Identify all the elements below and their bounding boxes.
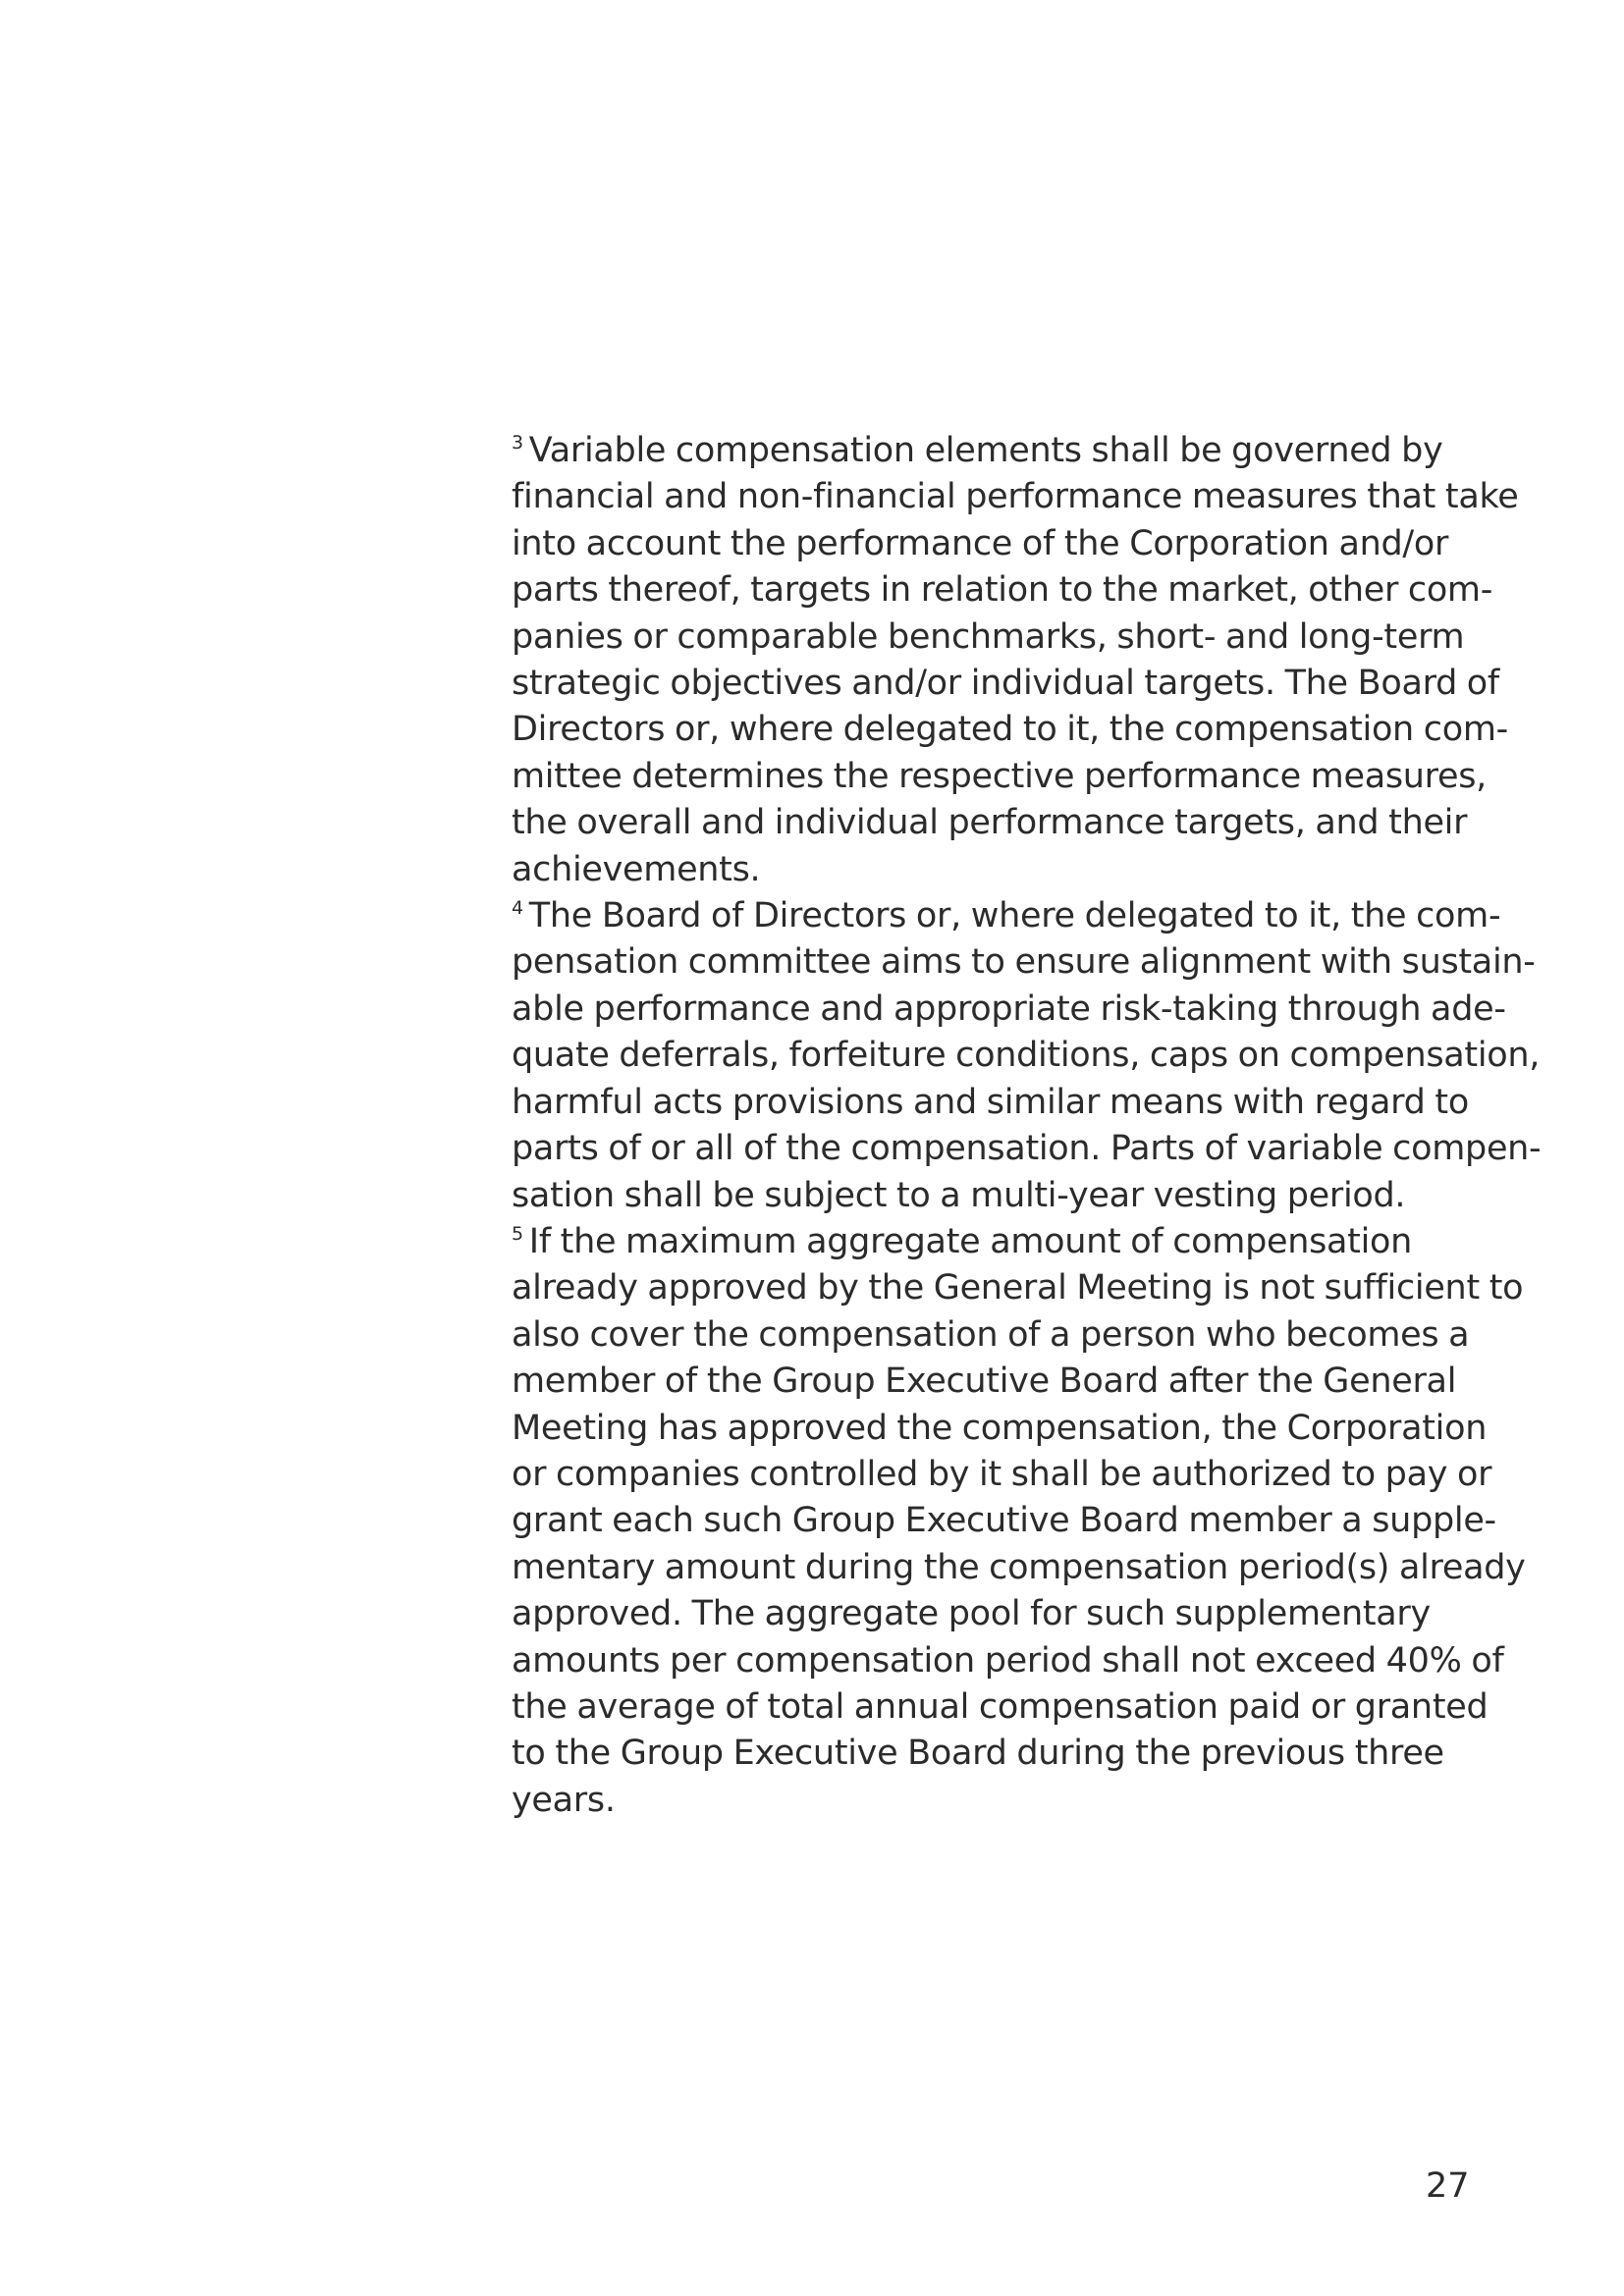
text-line: panies or comparable benchmarks, short- and long-term [512,616,1465,657]
text-line: or companies controlled by it shall be authorized to pay or [512,1454,1492,1494]
text-line: achievements. [512,849,761,889]
text-line: amounts per compensation period shall not exceed 40% of [512,1640,1504,1681]
text-line: parts thereof, targets in relation to the market, other com- [512,570,1493,611]
text-line: Meeting has approved the compensation, the Corporation [512,1408,1488,1448]
paragraph-marker: 3 [512,432,523,454]
paragraph-marker: 4 [512,897,523,920]
text-line [512,428,1493,474]
text-line: harmful acts provisions and similar means with regard to [512,1082,1469,1122]
text-line: member of the Group Executive Board after the General [512,1362,1457,1402]
text-line: sation shall be subject to a multi-year vesting period. [512,1175,1406,1215]
text-line: mittee determines the respective performance measures, [512,756,1487,796]
text-line: approved. The aggregate pool for such supplementary [512,1594,1431,1634]
line-text: If the maximum aggregate amount of compensation [528,1221,1413,1261]
text-line: quate deferrals, forfeiture conditions, caps on compensation, [512,1036,1541,1076]
text-line: grant each such Group Executive Board member a supple- [512,1501,1496,1541]
text-line: Directors or, where delegated to it, the compensation com- [512,710,1508,750]
text-line: strategic objectives and/or individual targets. The Board of [512,664,1499,704]
text-line: the average of total annual compensation paid or granted [512,1686,1489,1727]
text-line [512,1219,1493,1265]
text-line: to the Group Executive Board during the previous three [512,1734,1444,1774]
text-line: already approved by the General Meeting is not sufficient to [512,1268,1524,1308]
text-line: into account the performance of the Corporation and/or [512,523,1449,563]
text-line: mentary amount during the compensation period(s) already [512,1547,1526,1587]
text-line [512,893,1501,939]
text-line: pensation committee aims to ensure alignment with sustain- [512,942,1536,983]
text-line: also cover the compensation of a person who becomes a [512,1314,1470,1355]
text-line: parts of or all of the compensation. Parts of variable compen- [512,1129,1542,1169]
line-text: The Board of Directors or, where delegated to it, the com- [528,896,1501,936]
text-line: financial and non-financial performance measures that take [512,477,1519,517]
line-text: Variable compensation elements shall be governed by [528,431,1443,470]
body-text [512,428,1542,1824]
text-line: able performance and appropriate risk-taking through ade- [512,988,1506,1029]
text-line: years. [512,1780,616,1820]
text-line: the overall and individual performance targets, and their [512,803,1468,843]
page-number: 27 [1426,2166,1470,2206]
paragraph-marker: 5 [512,1222,523,1245]
